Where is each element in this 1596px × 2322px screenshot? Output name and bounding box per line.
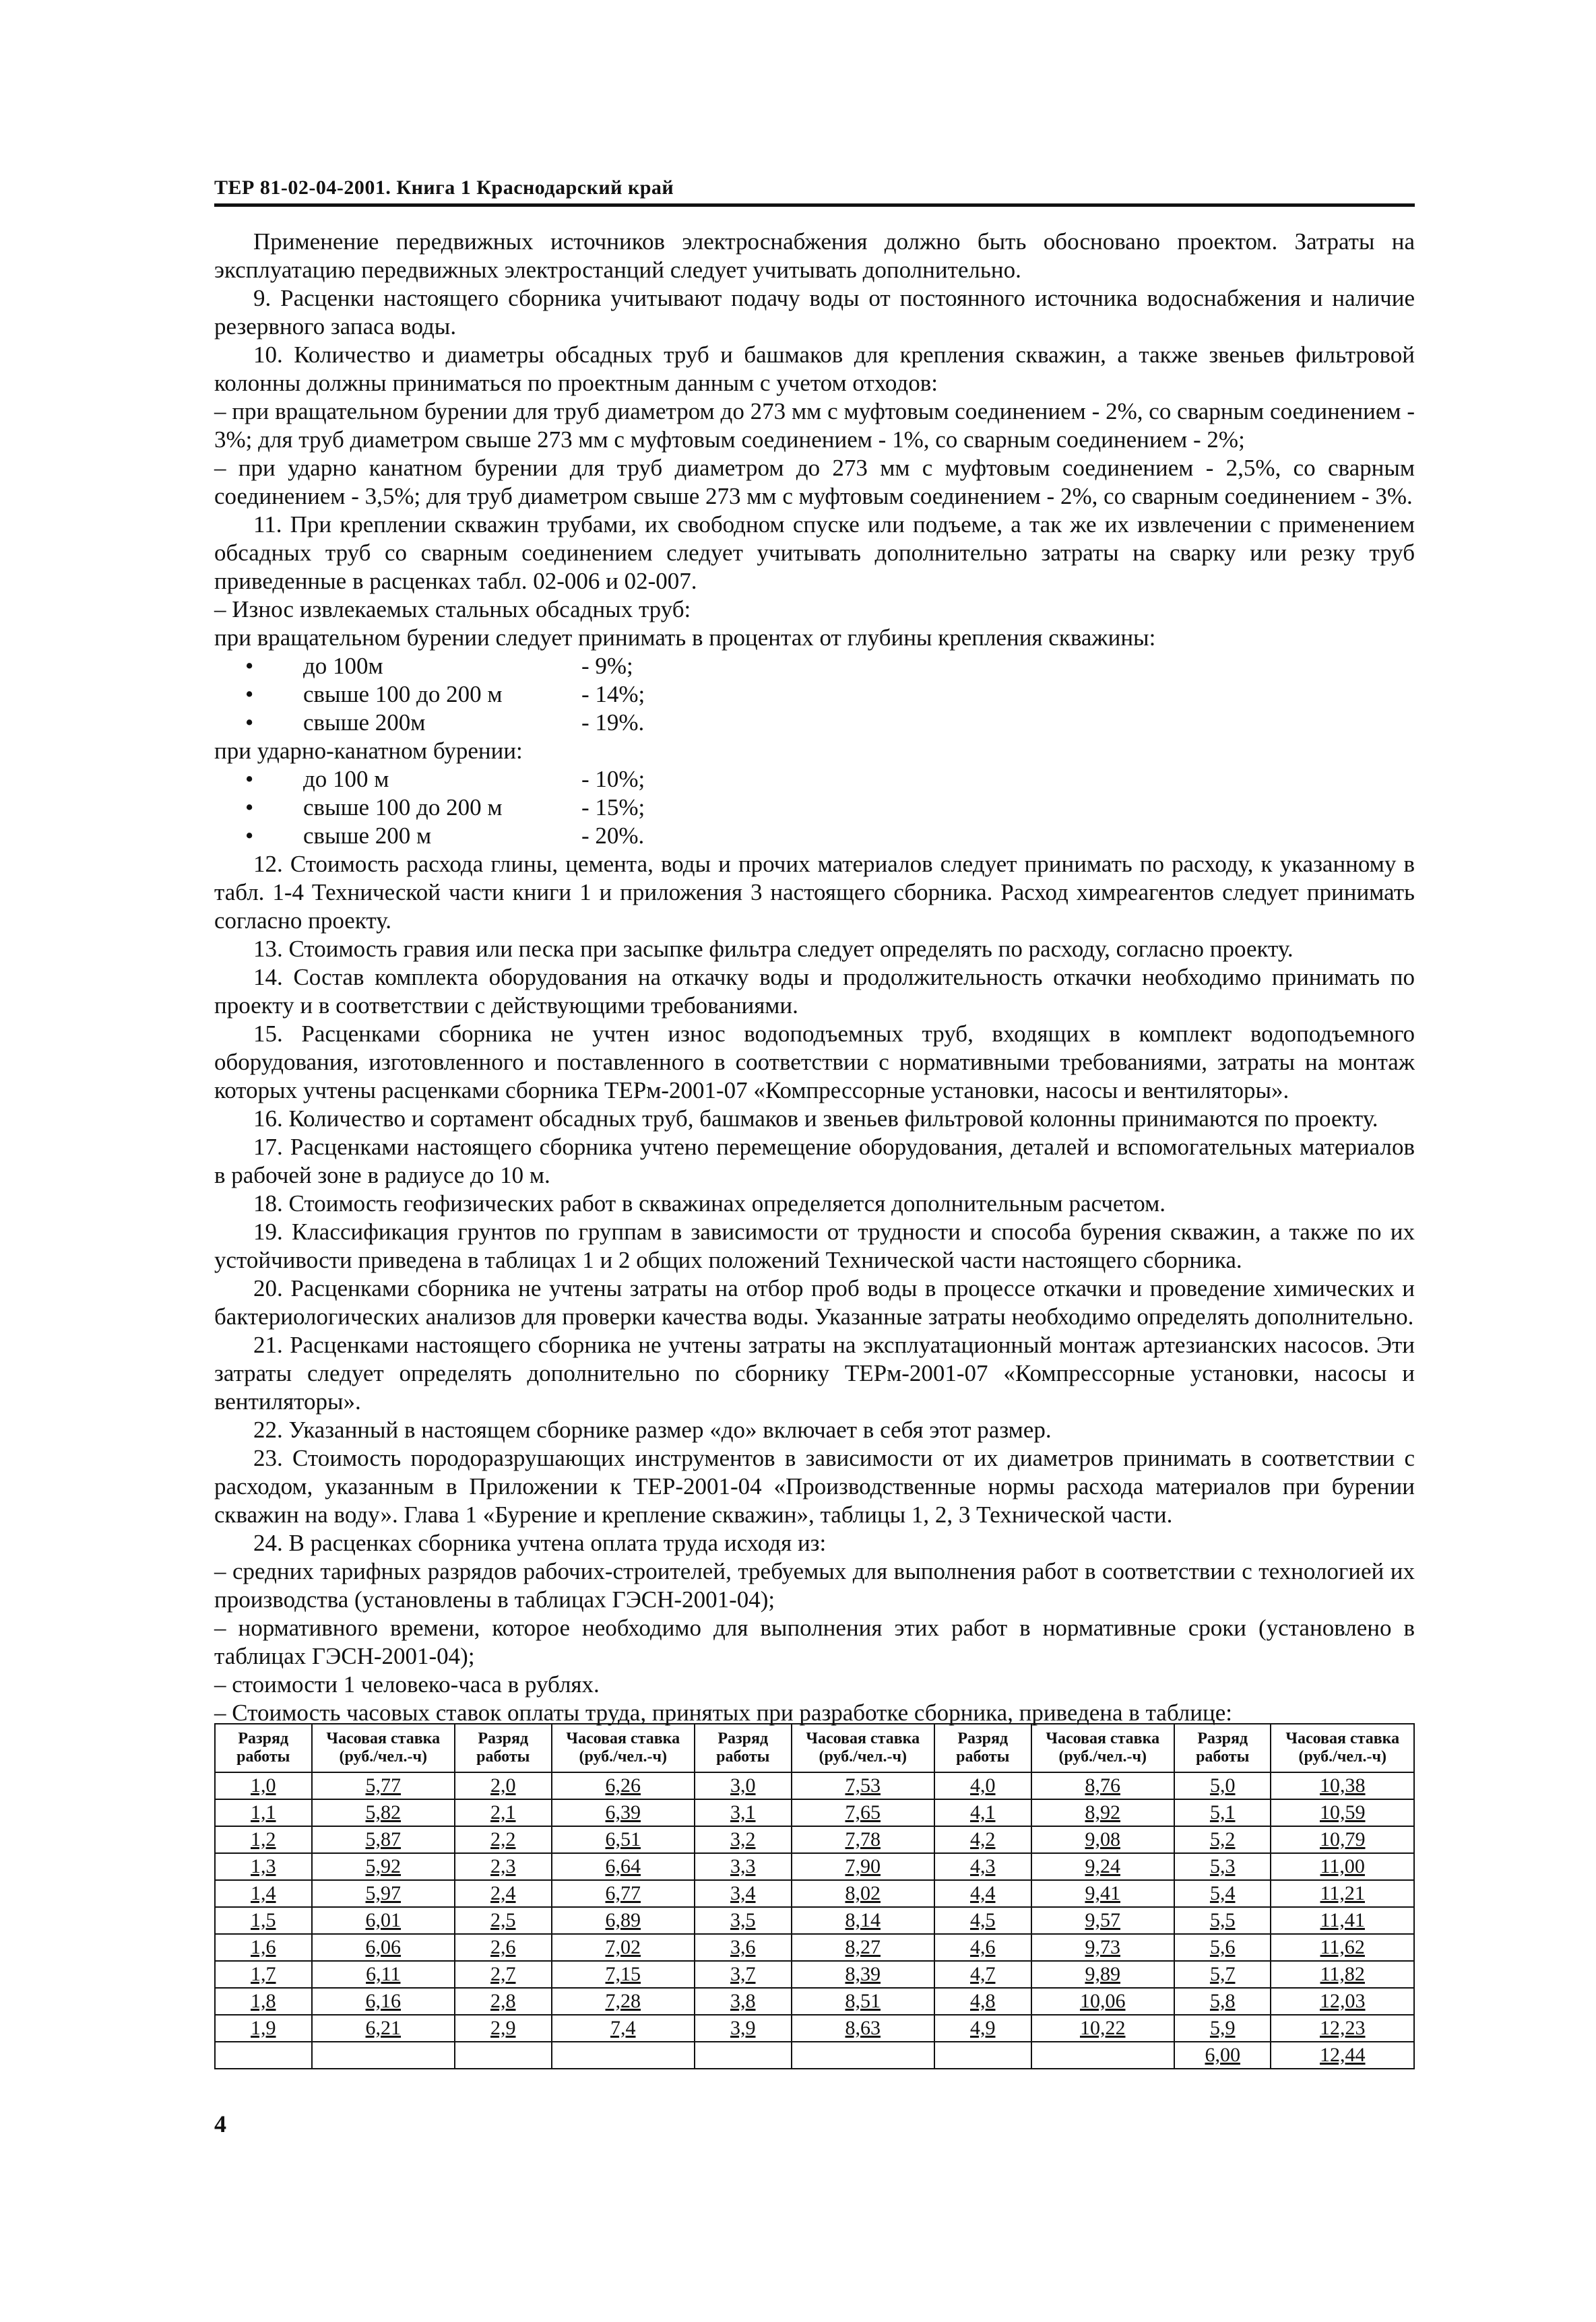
paragraph-24: 24. В расценках сборника учтена оплата труда исходя из: <box>253 1530 827 1556</box>
grade-cell: 3,0 <box>695 1772 792 1799</box>
dash-item-wear: – Износ извлекаемых стальных обсадных труб: <box>214 596 691 622</box>
grade-cell: 3,5 <box>695 1907 792 1934</box>
dash-item-cost: – стоимости 1 человеко-часа в рублях. <box>214 1671 600 1698</box>
rate-cell: 8,63 <box>792 2015 934 2042</box>
rate-cell: 6,06 <box>312 1934 455 1961</box>
grade-cell: 5,9 <box>1174 2015 1271 2042</box>
list-item-label: свыше 100 до 200 м <box>303 794 503 820</box>
table-row <box>215 2015 1414 2042</box>
rate-cell: 7,90 <box>792 1853 934 1880</box>
grade-cell: 1,3 <box>215 1853 312 1880</box>
rate-cell: 6,11 <box>312 1961 455 1988</box>
rate-cell: 9,08 <box>1031 1826 1174 1853</box>
column-header-grade: Разряд работы <box>695 1724 792 1772</box>
rate-cell: 7,28 <box>552 1988 695 2015</box>
paragraph-17: 17. Расценками настоящего сборника учтено перемещение оборудования, деталей и вспомогательных материалов в рабочей зоне в радиусе до 10 м. <box>214 1134 1415 1188</box>
rate-cell: 11,82 <box>1271 1961 1414 1988</box>
grade-cell: 1,9 <box>215 2015 312 2042</box>
list-item-label: до 100 м <box>303 766 389 792</box>
rate-cell <box>792 2042 934 2069</box>
paragraph-21: 21. Расценками настоящего сборника не учтены затраты на эксплуатационный монтаж артезианских насосов. Эти затраты следует определять дополнительно по сборнику ТЕРм-2001-07 «Компрессорные установки, насосы и вентиляторы». <box>214 1332 1415 1415</box>
grade-cell: 1,2 <box>215 1826 312 1853</box>
grade-cell: 1,1 <box>215 1799 312 1826</box>
grade-cell: 2,1 <box>455 1799 552 1826</box>
grade-cell: 3,9 <box>695 2015 792 2042</box>
rate-cell: 10,22 <box>1031 2015 1174 2042</box>
paragraph-14: 14. Состав комплекта оборудования на откачку воды и продолжительность откачки необходимо принимать по проекту и в соответствии с действующими требованиями. <box>214 964 1415 1019</box>
rate-cell: 11,41 <box>1271 1907 1414 1934</box>
column-header-grade: Разряд работы <box>215 1724 312 1772</box>
table-row <box>215 1826 1414 1853</box>
grade-cell: 4,5 <box>934 1907 1031 1934</box>
paragraph-12: 12. Стоимость расхода глины, цемента, воды и прочих материалов следует принимать по расходу, к указанному в табл. 1-4 Технической части книги 1 и приложения 3 настоящего сборника. Расход химреагентов следует принимать согласно проекту. <box>214 851 1415 934</box>
rate-cell <box>1031 2042 1174 2069</box>
grade-cell: 1,6 <box>215 1934 312 1961</box>
list-item-label: свыше 200 м <box>303 823 432 849</box>
paragraph-10: 10. Количество и диаметры обсадных труб и башмаков для крепления скважин, а также звеньев фильтровой колонны должны приниматься по проектным данным с учетом отходов: <box>214 342 1415 396</box>
column-header-grade: Разряд работы <box>455 1724 552 1772</box>
rate-cell: 10,59 <box>1271 1799 1414 1826</box>
grade-cell: 4,0 <box>934 1772 1031 1799</box>
grade-cell: 3,6 <box>695 1934 792 1961</box>
running-header: ТЕР 81-02-04-2001. Книга 1 Краснодарский край <box>214 176 674 199</box>
grade-cell: 5,2 <box>1174 1826 1271 1853</box>
grade-cell <box>695 2042 792 2069</box>
impact-wear-list <box>214 765 1415 850</box>
rate-cell: 11,21 <box>1271 1880 1414 1907</box>
rate-cell: 12,23 <box>1271 2015 1414 2042</box>
grade-cell: 6,00 <box>1174 2042 1271 2069</box>
list-item-value: - 10%; <box>581 766 645 792</box>
dash-item-table-intro: – Стоимость часовых ставок оплаты труда, принятых при разработке сборника, приведена в таблице: <box>214 1700 1232 1726</box>
impact-heading: при ударно-канатном бурении: <box>214 738 523 764</box>
paragraph-19: 19. Классификация грунтов по группам в зависимости от трудности и способа бурения скважин, а также по их устойчивости приведена в таблицах 1 и 2 общих положений Технической части настоящего сборника. <box>214 1219 1415 1273</box>
rate-cell: 12,44 <box>1271 2042 1414 2069</box>
grade-cell: 2,4 <box>455 1880 552 1907</box>
dash-item-rotary: – при вращательном бурении для труб диаметром до 273 мм с муфтовым соединением - 2%, со сварным соединением - 3%; для труб диаметром свыше 273 мм с муфтовым соединением - 1%, со сварным соединением - 2%; <box>214 398 1415 453</box>
table-row <box>215 1880 1414 1907</box>
grade-cell: 5,0 <box>1174 1772 1271 1799</box>
rate-cell: 7,53 <box>792 1772 934 1799</box>
rate-cell: 6,26 <box>552 1772 695 1799</box>
grade-cell <box>934 2042 1031 2069</box>
grade-cell: 4,4 <box>934 1880 1031 1907</box>
list-item-label: свыше 100 до 200 м <box>303 681 503 707</box>
column-header-rate: Часовая ставка (руб./чел.-ч) <box>552 1724 695 1772</box>
paragraph-9: 9. Расценки настоящего сборника учитывают подачу воды от постоянного источника водоснабжения и наличие резервного запаса воды. <box>214 285 1415 340</box>
rate-cell: 10,06 <box>1031 1988 1174 2015</box>
paragraph: Применение передвижных источников электроснабжения должно быть обосновано проектом. Затраты на эксплуатацию передвижных электростанций следует учитывать дополнительно. <box>214 228 1415 283</box>
rate-cell: 9,73 <box>1031 1934 1174 1961</box>
rate-cell: 7,4 <box>552 2015 695 2042</box>
paragraph-22: 22. Указанный в настоящем сборнике размер «до» включает в себя этот размер. <box>253 1417 1052 1443</box>
rate-cell: 10,79 <box>1271 1826 1414 1853</box>
hourly-rates-table <box>214 1723 1415 2069</box>
grade-cell: 2,2 <box>455 1826 552 1853</box>
rate-cell: 6,39 <box>552 1799 695 1826</box>
table-body <box>215 1772 1414 2069</box>
paragraph-11: 11. При креплении скважин трубами, их свободном спуске или подъеме, а так же их извлечении с применением обсадных труб со сварным соединением следует учитывать дополнительно затраты на сварку или резку труб приведенные в расценках табл. 02-006 и 02-007. <box>214 511 1415 594</box>
list-item-label: до 100м <box>303 653 383 679</box>
grade-cell: 1,0 <box>215 1772 312 1799</box>
rate-cell: 6,89 <box>552 1907 695 1934</box>
rate-cell: 7,15 <box>552 1961 695 1988</box>
grade-cell: 2,8 <box>455 1988 552 2015</box>
rate-cell: 5,82 <box>312 1799 455 1826</box>
rate-cell: 9,24 <box>1031 1853 1174 1880</box>
grade-cell: 5,1 <box>1174 1799 1271 1826</box>
list-item <box>214 709 1415 737</box>
grade-cell: 4,6 <box>934 1934 1031 1961</box>
rate-cell: 6,21 <box>312 2015 455 2042</box>
grade-cell: 5,8 <box>1174 1988 1271 2015</box>
paragraph-20: 20. Расценками сборника не учтены затраты на отбор проб воды в процессе откачки и проведение химических и бактериологических анализов для проверки качества воды. Указанные затраты необходимо определять дополнительно. <box>214 1275 1415 1330</box>
rate-cell: 9,41 <box>1031 1880 1174 1907</box>
rate-cell: 7,78 <box>792 1826 934 1853</box>
grade-cell: 5,3 <box>1174 1853 1271 1880</box>
rate-cell: 5,77 <box>312 1772 455 1799</box>
paragraph-16: 16. Количество и сортамент обсадных труб, башмаков и звеньев фильтровой колонны принимаются по проекту. <box>253 1105 1378 1132</box>
grade-cell: 3,4 <box>695 1880 792 1907</box>
grade-cell: 5,4 <box>1174 1880 1271 1907</box>
rate-cell: 11,00 <box>1271 1853 1414 1880</box>
grade-cell: 2,9 <box>455 2015 552 2042</box>
grade-cell: 4,7 <box>934 1961 1031 1988</box>
rate-cell: 7,02 <box>552 1934 695 1961</box>
rate-cell: 12,03 <box>1271 1988 1414 2015</box>
grade-cell: 2,3 <box>455 1853 552 1880</box>
rate-cell: 8,76 <box>1031 1772 1174 1799</box>
grade-cell: 2,0 <box>455 1772 552 1799</box>
rate-cell: 6,64 <box>552 1853 695 1880</box>
grade-cell: 2,6 <box>455 1934 552 1961</box>
list-item-label: свыше 200м <box>303 709 426 736</box>
table-row <box>215 1799 1414 1826</box>
grade-cell: 3,8 <box>695 1988 792 2015</box>
grade-cell: 1,4 <box>215 1880 312 1907</box>
grade-cell: 3,2 <box>695 1826 792 1853</box>
grade-cell: 3,1 <box>695 1799 792 1826</box>
rate-cell: 8,02 <box>792 1880 934 1907</box>
grade-cell <box>455 2042 552 2069</box>
rotary-wear-list <box>214 652 1415 737</box>
column-header-rate: Часовая ставка (руб./чел.-ч) <box>792 1724 934 1772</box>
rate-cell: 6,16 <box>312 1988 455 2015</box>
column-header-grade: Разряд работы <box>934 1724 1031 1772</box>
rate-cell <box>312 2042 455 2069</box>
table-row <box>215 1961 1414 1988</box>
rate-cell: 6,01 <box>312 1907 455 1934</box>
table-row <box>215 1907 1414 1934</box>
grade-cell: 5,7 <box>1174 1961 1271 1988</box>
grade-cell <box>215 2042 312 2069</box>
list-item <box>214 765 1415 794</box>
rate-cell: 8,27 <box>792 1934 934 1961</box>
grade-cell: 4,8 <box>934 1988 1031 2015</box>
list-item <box>214 794 1415 822</box>
paragraph-18: 18. Стоимость геофизических работ в скважинах определяется дополнительным расчетом. <box>253 1190 1166 1217</box>
rate-cell: 6,51 <box>552 1826 695 1853</box>
table-row <box>215 2042 1414 2069</box>
rate-cell: 10,38 <box>1271 1772 1414 1799</box>
rate-cell: 8,92 <box>1031 1799 1174 1826</box>
grade-cell: 2,5 <box>455 1907 552 1934</box>
rate-cell: 8,39 <box>792 1961 934 1988</box>
grade-cell: 4,2 <box>934 1826 1031 1853</box>
column-header-rate: Часовая ставка (руб./чел.-ч) <box>312 1724 455 1772</box>
column-header-rate: Часовая ставка (руб./чел.-ч) <box>1271 1724 1414 1772</box>
paragraph-13: 13. Стоимость гравия или песка при засыпке фильтра следует определять по расходу, согласно проекту. <box>253 936 1294 962</box>
list-item <box>214 680 1415 709</box>
dash-item-impact: – при ударно канатном бурении для труб диаметром до 273 мм с муфтовым соединением - 2,5%, со сварным соединением - 3,5%; для труб диаметром свыше 273 мм с муфтовым соединением - 2%, со сварным соединением - 3%. <box>214 455 1415 509</box>
grade-cell: 3,7 <box>695 1961 792 1988</box>
grade-cell: 4,9 <box>934 2015 1031 2042</box>
list-item-value: - 9%; <box>581 653 633 679</box>
rate-cell: 7,65 <box>792 1799 934 1826</box>
list-item-value: - 20%. <box>581 823 645 849</box>
rate-cell <box>552 2042 695 2069</box>
rate-cell: 8,51 <box>792 1988 934 2015</box>
table-header-row <box>215 1724 1414 1772</box>
grade-cell: 1,8 <box>215 1988 312 2015</box>
page-number: 4 <box>214 2110 226 2137</box>
list-item-value: - 19%. <box>581 709 645 736</box>
list-item <box>214 822 1415 850</box>
grade-cell: 1,5 <box>215 1907 312 1934</box>
table-row <box>215 1934 1414 1961</box>
dash-item-grades: – средних тарифных разрядов рабочих-строителей, требуемых для выполнения работ в соответствии с технологией их производства (установлены в таблицах ГЭСН-2001-04); <box>214 1558 1415 1613</box>
paragraph-23: 23. Стоимость породоразрушающих инструментов в зависимости от их диаметров принимать в соответствии с расходом, указанным в Приложении к ТЕР-2001-04 «Производственные нормы расхода материалов при бурении скважин на воду». Глава 1 «Бурение и крепление скважин», таблицы 1, 2, 3 Технической части. <box>214 1445 1415 1528</box>
grade-cell: 4,1 <box>934 1799 1031 1826</box>
table-row <box>215 1772 1414 1799</box>
grade-cell: 5,6 <box>1174 1934 1271 1961</box>
dash-item-time: – нормативного времени, которое необходимо для выполнения этих работ в нормативные сроки (установлено в таблицах ГЭСН-2001-04); <box>214 1615 1415 1669</box>
rate-cell: 5,87 <box>312 1826 455 1853</box>
rotary-heading: при вращательном бурении следует принимать в процентах от глубины крепления скважины: <box>214 624 1156 651</box>
rate-cell: 11,62 <box>1271 1934 1414 1961</box>
grade-cell: 2,7 <box>455 1961 552 1988</box>
document-body <box>214 228 1415 1727</box>
paragraph-15: 15. Расценками сборника не учтен износ водоподъемных труб, входящих в комплект водоподъемного оборудования, изготовленного и поставленного в соответствии с нормативными требованиями, затраты на монтаж которых учтены расценками сборника ТЕРм-2001-07 «Компрессорные установки, насосы и вентиляторы». <box>214 1021 1415 1103</box>
rate-cell: 6,77 <box>552 1880 695 1907</box>
rate-cell: 5,97 <box>312 1880 455 1907</box>
rate-cell: 5,92 <box>312 1853 455 1880</box>
grade-cell: 4,3 <box>934 1853 1031 1880</box>
column-header-grade: Разряд работы <box>1174 1724 1271 1772</box>
grade-cell: 5,5 <box>1174 1907 1271 1934</box>
header-rule <box>214 203 1415 207</box>
list-item-value: - 14%; <box>581 681 645 707</box>
list-item-value: - 15%; <box>581 794 645 820</box>
table-row <box>215 1853 1414 1880</box>
rate-cell: 9,89 <box>1031 1961 1174 1988</box>
grade-cell: 3,3 <box>695 1853 792 1880</box>
rate-cell: 8,14 <box>792 1907 934 1934</box>
list-item <box>214 652 1415 680</box>
column-header-rate: Часовая ставка (руб./чел.-ч) <box>1031 1724 1174 1772</box>
table-row <box>215 1988 1414 2015</box>
rate-cell: 9,57 <box>1031 1907 1174 1934</box>
grade-cell: 1,7 <box>215 1961 312 1988</box>
